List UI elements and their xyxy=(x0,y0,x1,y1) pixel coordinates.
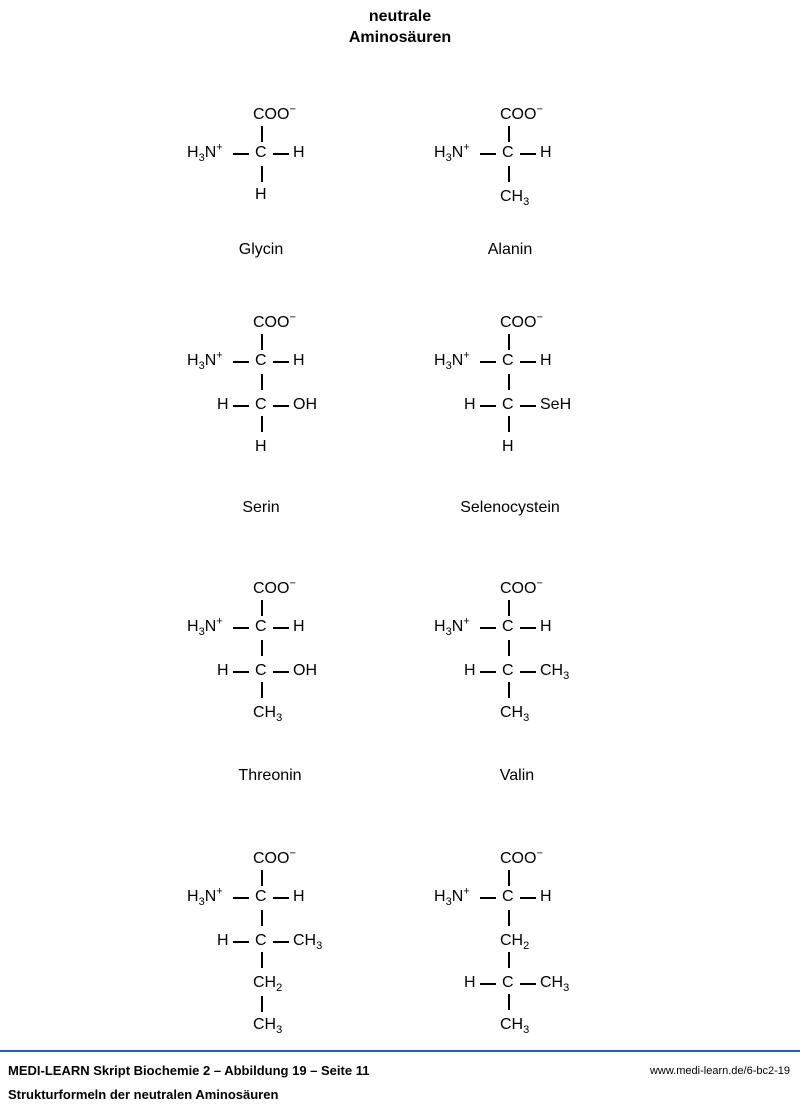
footer-rule xyxy=(0,1050,800,1052)
bond-vertical xyxy=(508,682,510,698)
figure-title xyxy=(0,6,800,48)
hydroxyl-group: OH xyxy=(293,396,317,413)
bond-vertical xyxy=(508,334,510,350)
hydrogen: H xyxy=(293,888,305,905)
carboxylate-group: COO− xyxy=(500,311,543,331)
footer-url: www.medi-learn.de/6-bc2-19 xyxy=(649,1065,790,1077)
hydrogen: H xyxy=(540,144,552,161)
footer-caption-line-2: Strukturformeln der neutralen Aminosäuren xyxy=(8,1087,279,1102)
bond-horizontal xyxy=(233,361,249,363)
bond-horizontal xyxy=(520,897,536,899)
bond-horizontal xyxy=(520,627,536,629)
hydrogen: H xyxy=(464,662,476,679)
title-line-1: neutrale xyxy=(368,8,432,25)
carboxylate-group: COO− xyxy=(253,577,296,597)
bond-horizontal xyxy=(233,405,249,407)
alpha-carbon: C xyxy=(502,352,514,369)
molecule-valin xyxy=(434,577,634,725)
bond-vertical xyxy=(508,994,510,1010)
hydroxyl-group: OH xyxy=(293,662,317,679)
bond-horizontal xyxy=(233,941,249,943)
carboxylate-group: COO− xyxy=(253,103,296,123)
bond-horizontal xyxy=(480,897,496,899)
bond-vertical xyxy=(508,910,510,926)
carboxylate-group: COO− xyxy=(500,847,543,867)
bond-horizontal xyxy=(273,897,289,899)
amino-group: $H_3N^+$ xyxy=(187,885,223,909)
bond-horizontal xyxy=(233,671,249,673)
carbon: C xyxy=(255,662,267,679)
bond-horizontal xyxy=(273,405,289,407)
bond-horizontal xyxy=(480,627,496,629)
methyl-group: $CH_3$ xyxy=(500,188,530,209)
bond-vertical xyxy=(261,126,263,142)
bond-horizontal xyxy=(480,983,496,985)
hydrogen: H xyxy=(255,186,267,203)
hydrogen: H xyxy=(217,396,229,413)
bond-vertical xyxy=(261,910,263,926)
bond-vertical xyxy=(261,600,263,616)
bond-horizontal xyxy=(480,361,496,363)
hydrogen: H xyxy=(293,618,305,635)
bond-horizontal xyxy=(273,671,289,673)
molecule-isoleucin xyxy=(187,847,387,1037)
molecule-threonin xyxy=(187,577,387,725)
hydrogen: H xyxy=(293,144,305,161)
bond-horizontal xyxy=(480,153,496,155)
bond-vertical xyxy=(261,334,263,350)
bond-vertical xyxy=(261,996,263,1012)
bond-vertical xyxy=(508,416,510,432)
molecule-selenocystein xyxy=(434,311,634,455)
alpha-carbon: C xyxy=(502,888,514,905)
bond-horizontal xyxy=(520,153,536,155)
hydrogen: H xyxy=(464,974,476,991)
bond-vertical xyxy=(508,126,510,142)
methyl-group: $CH_3$ xyxy=(500,1016,530,1037)
carbon: C xyxy=(502,974,514,991)
bond-vertical xyxy=(261,166,263,182)
carboxylate-group: COO− xyxy=(500,103,543,123)
hydrogen: H xyxy=(217,932,229,949)
amino-group: $H_3N^+$ xyxy=(187,349,223,373)
name-alanin: Alanin xyxy=(487,241,533,258)
amino-group: $H_3N^+$ xyxy=(434,349,470,373)
name-glycin: Glycin xyxy=(238,241,284,258)
bond-vertical xyxy=(508,600,510,616)
methylene-group: $CH_2$ xyxy=(253,974,283,995)
bond-vertical xyxy=(261,640,263,656)
carbon: C xyxy=(255,932,267,949)
hydrogen: H xyxy=(293,352,305,369)
bond-vertical xyxy=(508,870,510,886)
amino-group: $H_3N^+$ xyxy=(434,615,470,639)
bond-horizontal xyxy=(273,153,289,155)
methylene-group: $CH_2$ xyxy=(500,932,530,953)
carbon: C xyxy=(502,396,514,413)
hydrogen: H xyxy=(540,352,552,369)
alpha-carbon: C xyxy=(502,618,514,635)
amino-group: $H_3N^+$ xyxy=(434,141,470,165)
alpha-carbon: C xyxy=(255,352,267,369)
molecule-leucin xyxy=(434,847,634,1037)
hydrogen: H xyxy=(464,396,476,413)
hydrogen: H xyxy=(540,888,552,905)
carbon: C xyxy=(502,662,514,679)
name-serin: Serin xyxy=(242,499,280,516)
bond-vertical xyxy=(261,416,263,432)
bond-horizontal xyxy=(520,671,536,673)
bond-horizontal xyxy=(520,983,536,985)
bond-vertical xyxy=(261,870,263,886)
molecule-glycin xyxy=(187,103,387,216)
bond-vertical xyxy=(261,952,263,968)
name-valin: Valin xyxy=(499,767,535,784)
hydrogen: H xyxy=(540,618,552,635)
bond-horizontal xyxy=(480,405,496,407)
bond-vertical xyxy=(508,166,510,182)
hydrogen: H xyxy=(255,438,267,455)
bond-vertical xyxy=(508,640,510,656)
bond-vertical xyxy=(508,952,510,968)
methyl-group: $CH_3$ xyxy=(500,704,530,725)
amino-group: $H_3N^+$ xyxy=(187,615,223,639)
bond-vertical xyxy=(261,374,263,390)
bond-horizontal xyxy=(273,941,289,943)
amino-group: $H_3N^+$ xyxy=(434,885,470,909)
methyl-group: $CH_3$ xyxy=(540,974,570,995)
name-selenocystein: Selenocystein xyxy=(460,499,560,516)
name-threonin: Threonin xyxy=(238,767,302,784)
carboxylate-group: COO− xyxy=(500,577,543,597)
selenol-group: SeH xyxy=(540,396,572,413)
amino-group: $H_3N^+$ xyxy=(187,141,223,165)
title-line-2: Aminosäuren xyxy=(348,29,452,46)
bond-horizontal xyxy=(480,671,496,673)
alpha-carbon: C xyxy=(255,144,267,161)
carboxylate-group: COO− xyxy=(253,311,296,331)
bond-horizontal xyxy=(233,627,249,629)
bond-horizontal xyxy=(520,361,536,363)
alpha-carbon: C xyxy=(255,888,267,905)
bond-horizontal xyxy=(233,897,249,899)
methyl-group: $CH_3$ xyxy=(540,662,570,683)
alpha-carbon: C xyxy=(255,618,267,635)
footer-caption-line-1: MEDI-LEARN Skript Biochemie 2 – Abbildung 19 – Seite 11 xyxy=(8,1063,370,1078)
alpha-carbon: C xyxy=(502,144,514,161)
bond-horizontal xyxy=(273,361,289,363)
methyl-group: $CH_3$ xyxy=(253,704,283,725)
bond-horizontal xyxy=(233,153,249,155)
molecule-serin xyxy=(187,311,387,455)
bond-horizontal xyxy=(273,627,289,629)
bond-vertical xyxy=(508,374,510,390)
methyl-group: $CH_3$ xyxy=(253,1016,283,1037)
molecule-alanin xyxy=(434,103,634,216)
methyl-group: $CH_3$ xyxy=(293,932,323,953)
hydrogen: H xyxy=(502,438,514,455)
bond-vertical xyxy=(261,682,263,698)
hydrogen: H xyxy=(217,662,229,679)
bond-horizontal xyxy=(520,405,536,407)
carboxylate-group: COO− xyxy=(253,847,296,867)
carbon: C xyxy=(255,396,267,413)
